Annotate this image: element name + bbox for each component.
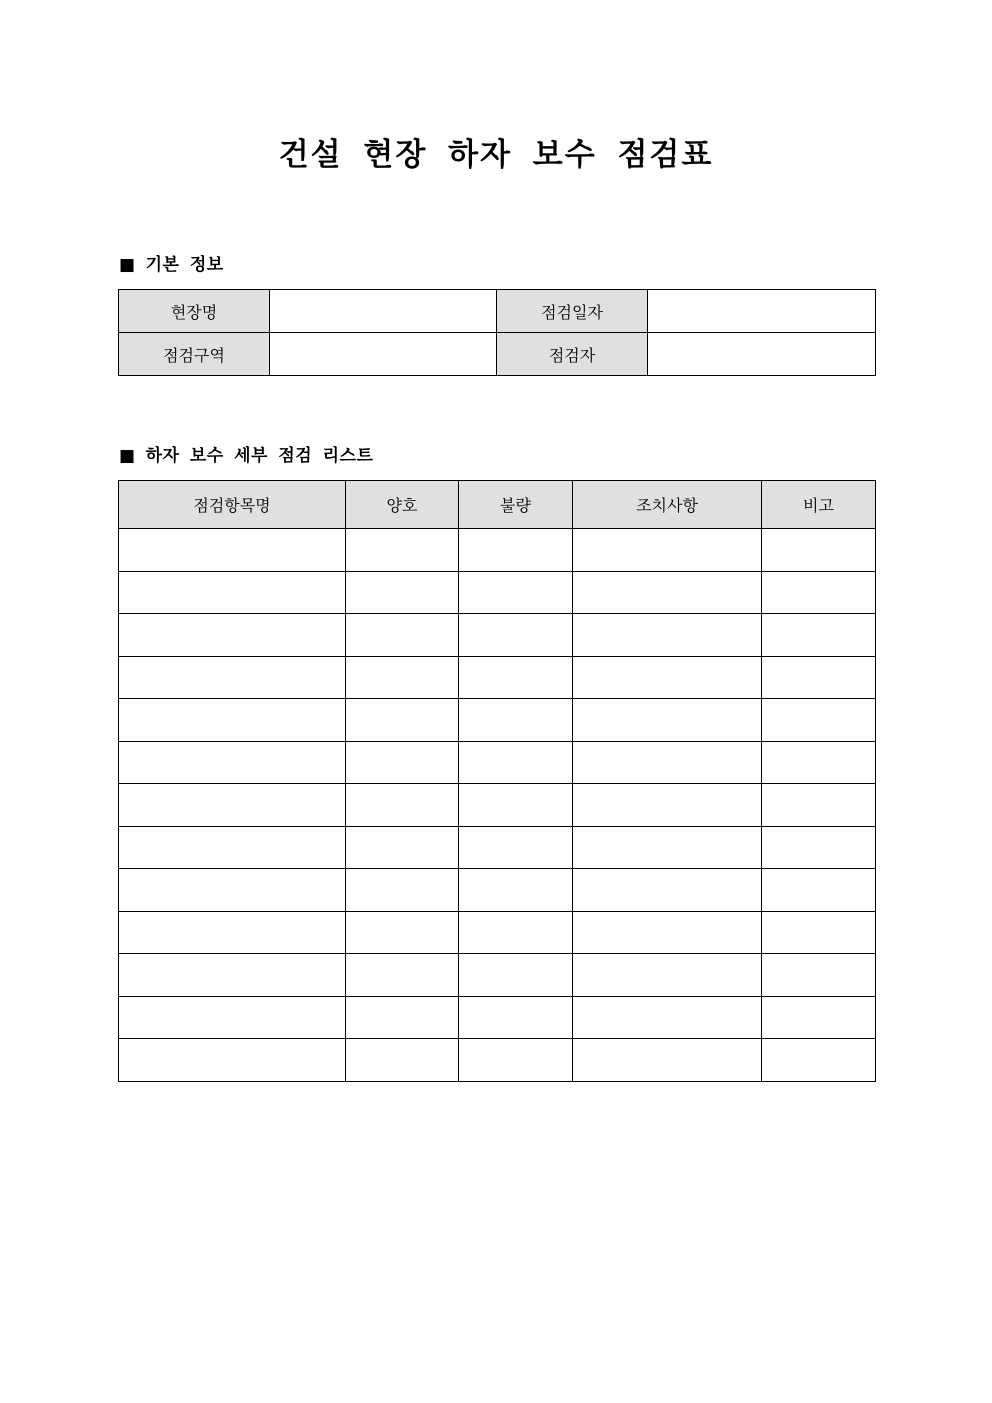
- good-cell[interactable]: [346, 741, 459, 784]
- inspector-label: 점검자: [497, 333, 648, 376]
- page-title: 건설 현장 하자 보수 점검표: [278, 137, 714, 173]
- item-name-cell[interactable]: [119, 1039, 346, 1082]
- checklist-header-row: [119, 481, 876, 529]
- table-row: [119, 529, 876, 572]
- good-cell[interactable]: [346, 571, 459, 614]
- good-cell[interactable]: [346, 869, 459, 912]
- good-cell[interactable]: [346, 1039, 459, 1082]
- good-cell[interactable]: [346, 784, 459, 827]
- remarks-cell[interactable]: [762, 826, 876, 869]
- good-cell[interactable]: [346, 954, 459, 997]
- defective-cell[interactable]: [459, 869, 573, 912]
- item-name-cell[interactable]: [119, 741, 346, 784]
- table-row: [119, 954, 876, 997]
- column-header-good: 양호: [346, 481, 459, 529]
- table-row: [119, 996, 876, 1039]
- item-name-cell[interactable]: [119, 996, 346, 1039]
- table-row: [119, 784, 876, 827]
- good-cell[interactable]: [346, 826, 459, 869]
- item-name-cell[interactable]: [119, 571, 346, 614]
- defective-cell[interactable]: [459, 741, 573, 784]
- table-row: [119, 699, 876, 742]
- item-name-cell[interactable]: [119, 784, 346, 827]
- action-cell[interactable]: [573, 571, 762, 614]
- good-cell[interactable]: [346, 699, 459, 742]
- defective-cell[interactable]: [459, 656, 573, 699]
- action-cell[interactable]: [573, 656, 762, 699]
- column-header-remarks: 비고: [762, 481, 876, 529]
- inspection-area-label: 점검구역: [119, 333, 270, 376]
- defective-cell[interactable]: [459, 571, 573, 614]
- remarks-cell[interactable]: [762, 529, 876, 572]
- remarks-cell[interactable]: [762, 656, 876, 699]
- action-cell[interactable]: [573, 529, 762, 572]
- table-row: [119, 1039, 876, 1082]
- remarks-cell[interactable]: [762, 614, 876, 657]
- action-cell[interactable]: [573, 741, 762, 784]
- table-row: [119, 869, 876, 912]
- remarks-cell[interactable]: [762, 954, 876, 997]
- action-cell[interactable]: [573, 1039, 762, 1082]
- action-cell[interactable]: [573, 784, 762, 827]
- action-cell[interactable]: [573, 869, 762, 912]
- remarks-cell[interactable]: [762, 869, 876, 912]
- action-cell[interactable]: [573, 699, 762, 742]
- basic-info-heading-text: 기본 정보: [145, 255, 224, 275]
- table-row: [119, 656, 876, 699]
- square-bullet-icon: ■: [119, 446, 136, 466]
- remarks-cell[interactable]: [762, 699, 876, 742]
- remarks-cell[interactable]: [762, 571, 876, 614]
- remarks-cell[interactable]: [762, 996, 876, 1039]
- defective-cell[interactable]: [459, 699, 573, 742]
- defective-cell[interactable]: [459, 996, 573, 1039]
- good-cell[interactable]: [346, 996, 459, 1039]
- remarks-cell[interactable]: [762, 911, 876, 954]
- action-cell[interactable]: [573, 954, 762, 997]
- good-cell[interactable]: [346, 656, 459, 699]
- checklist-heading-text: 하자 보수 세부 점검 리스트: [145, 446, 374, 466]
- inspector-field[interactable]: [648, 333, 876, 376]
- remarks-cell[interactable]: [762, 784, 876, 827]
- checklist-table: [118, 480, 876, 1082]
- good-cell[interactable]: [346, 911, 459, 954]
- inspection-date-field[interactable]: [648, 290, 876, 333]
- table-row: [119, 911, 876, 954]
- basic-info-table: [118, 289, 876, 376]
- item-name-cell[interactable]: [119, 614, 346, 657]
- inspection-area-field[interactable]: [270, 333, 497, 376]
- inspection-date-label: 점검일자: [497, 290, 648, 333]
- action-cell[interactable]: [573, 911, 762, 954]
- site-name-label: 현장명: [119, 290, 270, 333]
- action-cell[interactable]: [573, 614, 762, 657]
- column-header-action: 조치사항: [573, 481, 762, 529]
- basic-info-heading: [119, 253, 224, 277]
- item-name-cell[interactable]: [119, 954, 346, 997]
- action-cell[interactable]: [573, 826, 762, 869]
- defective-cell[interactable]: [459, 784, 573, 827]
- good-cell[interactable]: [346, 529, 459, 572]
- defective-cell[interactable]: [459, 1039, 573, 1082]
- table-row: [119, 826, 876, 869]
- site-name-field[interactable]: [270, 290, 497, 333]
- column-header-item-name: 점검항목명: [119, 481, 346, 529]
- action-cell[interactable]: [573, 996, 762, 1039]
- table-row: [119, 741, 876, 784]
- item-name-cell[interactable]: [119, 826, 346, 869]
- item-name-cell[interactable]: [119, 911, 346, 954]
- defective-cell[interactable]: [459, 529, 573, 572]
- remarks-cell[interactable]: [762, 741, 876, 784]
- item-name-cell[interactable]: [119, 869, 346, 912]
- defective-cell[interactable]: [459, 911, 573, 954]
- item-name-cell[interactable]: [119, 656, 346, 699]
- defective-cell[interactable]: [459, 954, 573, 997]
- column-header-defective: 불량: [459, 481, 573, 529]
- square-bullet-icon: ■: [119, 255, 136, 275]
- defective-cell[interactable]: [459, 826, 573, 869]
- checklist-heading: [119, 444, 373, 468]
- good-cell[interactable]: [346, 614, 459, 657]
- item-name-cell[interactable]: [119, 529, 346, 572]
- item-name-cell[interactable]: [119, 699, 346, 742]
- table-row: [119, 571, 876, 614]
- basic-info-row: [119, 333, 876, 376]
- table-row: [119, 614, 876, 657]
- basic-info-row: [119, 290, 876, 333]
- defective-cell[interactable]: [459, 614, 573, 657]
- remarks-cell[interactable]: [762, 1039, 876, 1082]
